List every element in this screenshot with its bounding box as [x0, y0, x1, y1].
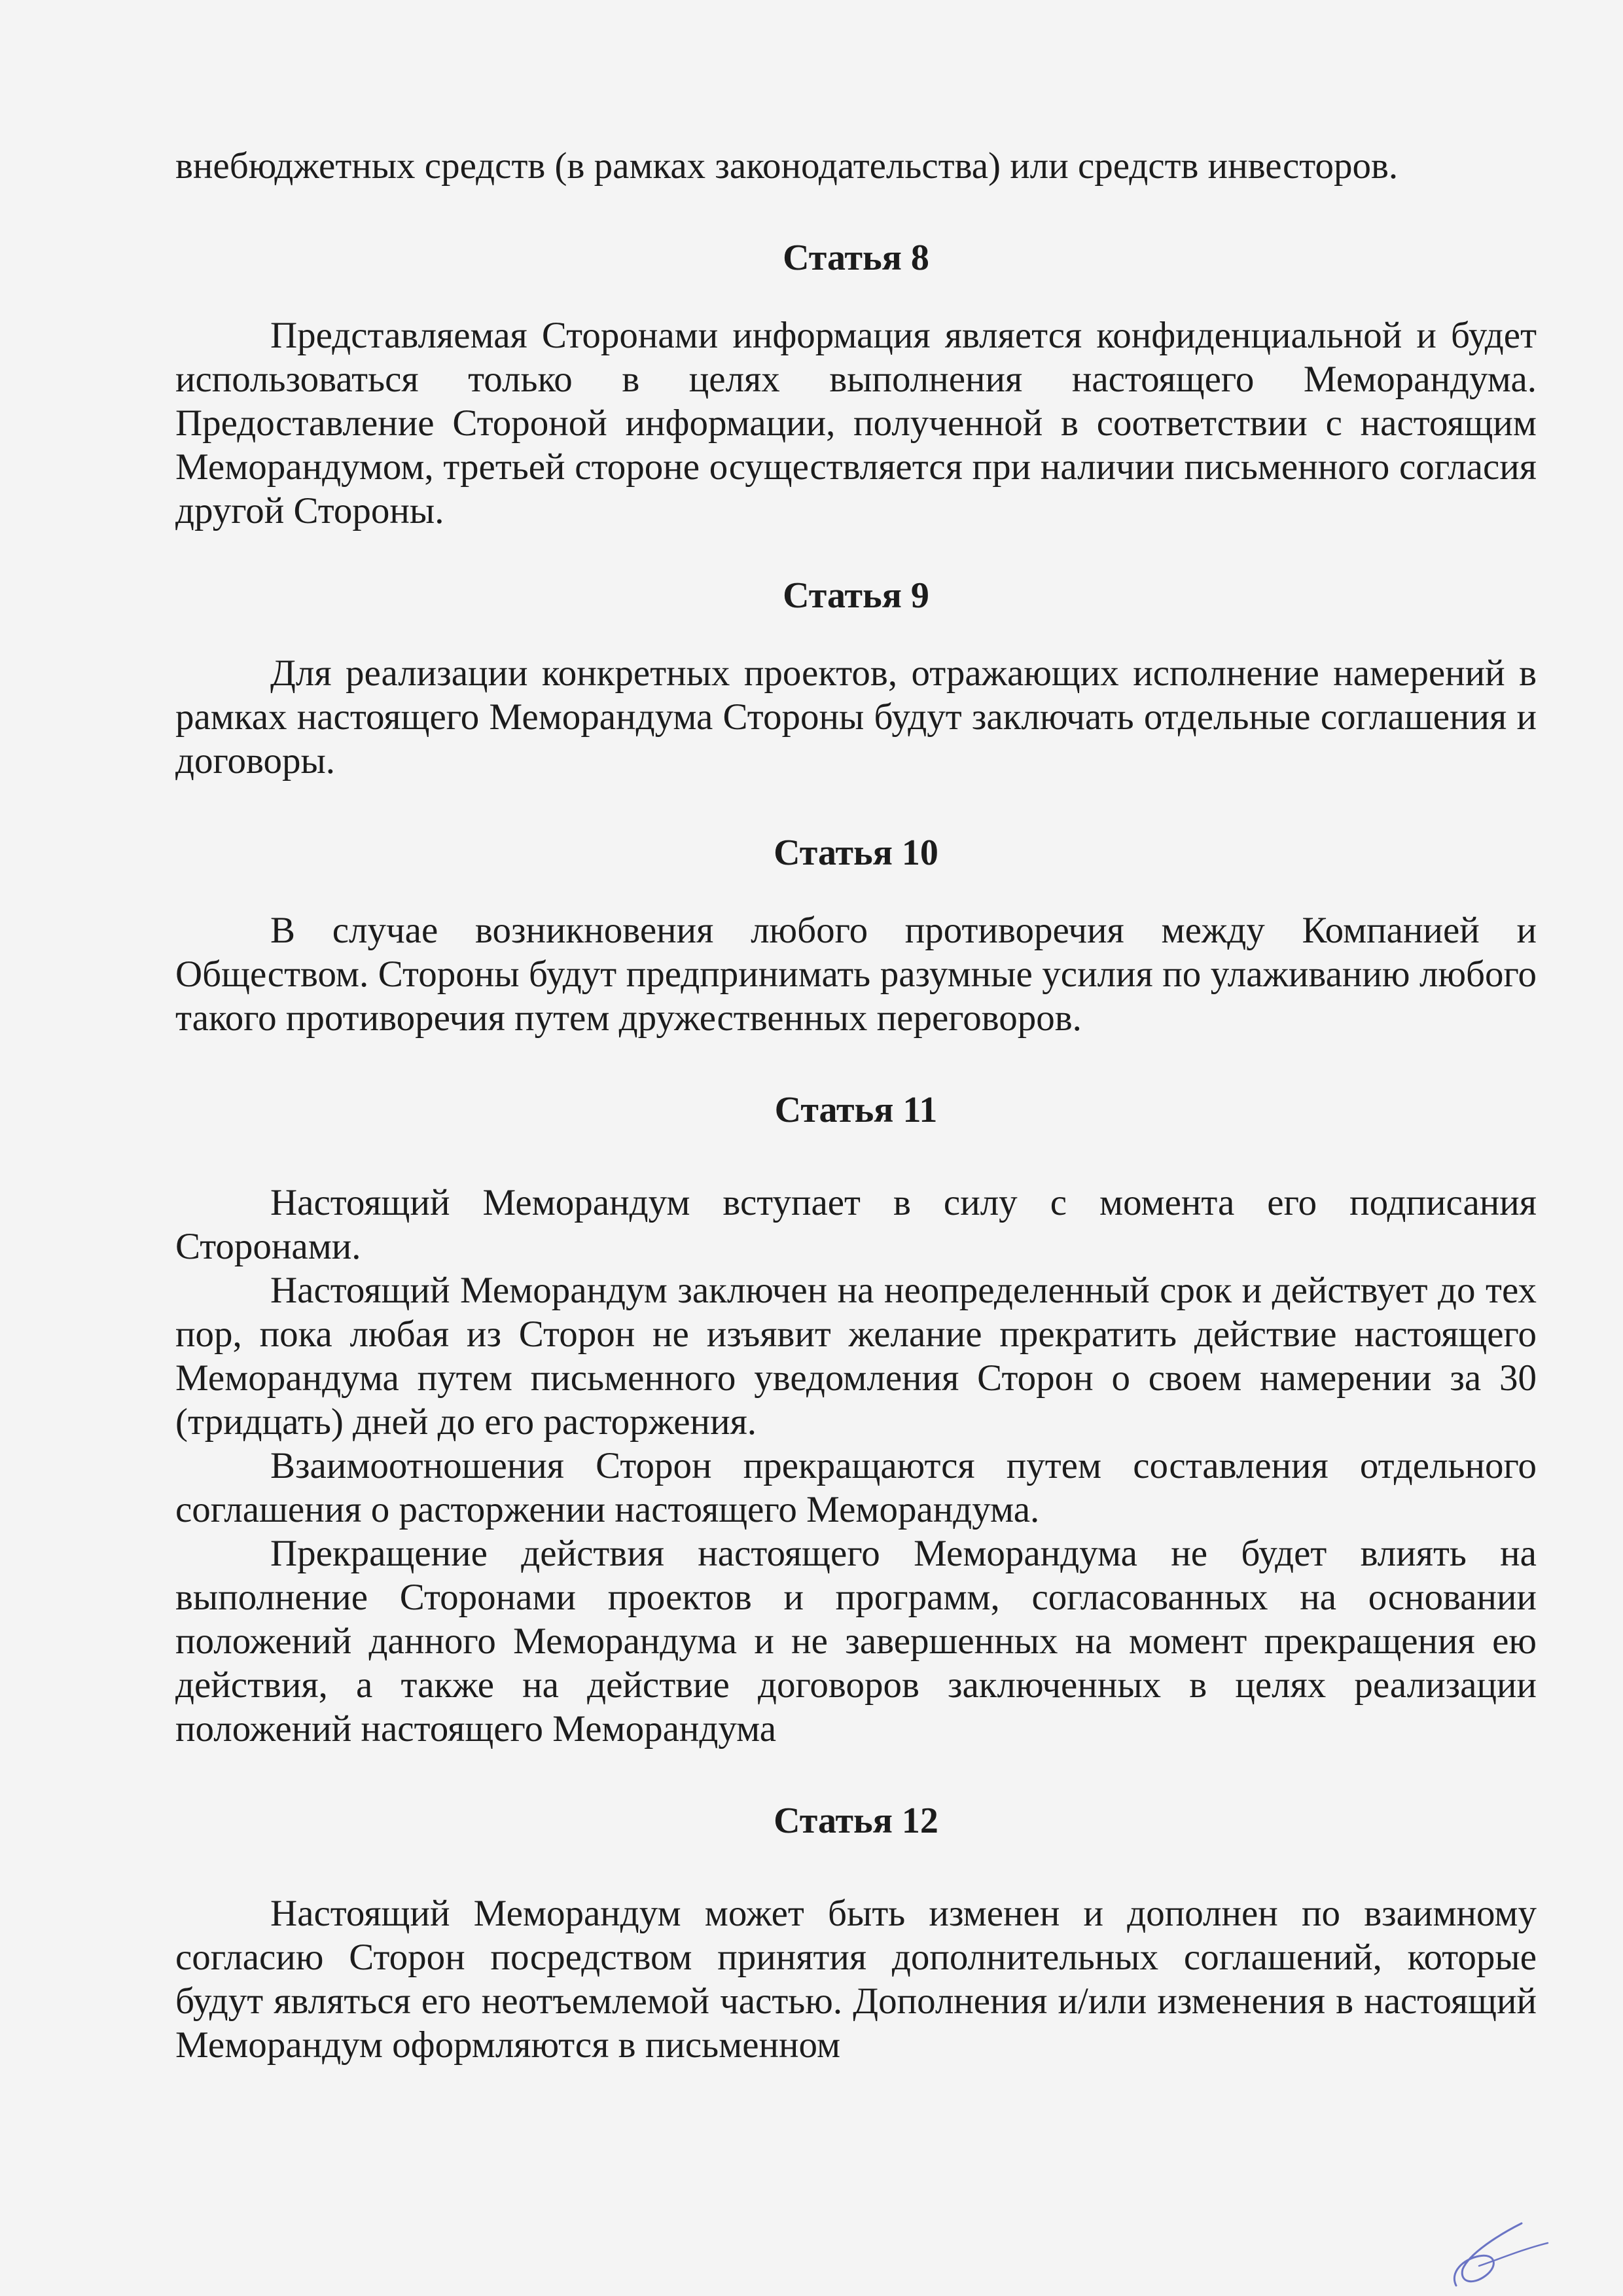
article-12-paragraph: Настоящий Меморандум может быть изменен и дополнен по взаимному согласию Сторон посредством принятия дополнительных соглашений, которые будут являться его неотъемлемой частью. Дополнения и/или изменения в настоящий Меморандум оформляются в письменном — [175, 1893, 1537, 2066]
continuation-paragraph: внебюджетных средств (в рамках законодательства) или средств инвесторов. — [175, 145, 1399, 187]
article-9-paragraph: Для реализации конкретных проектов, отражающих исполнение намерений в рамках настоящего Меморандума Стороны будут заключать отдельные соглашения и договоры. — [175, 653, 1537, 781]
article-11-paragraph-4: Прекращение действия настоящего Меморандума не будет влиять на выполнение Сторонами проектов и программ, согласованных на основании положений данного Меморандума и не завершенных на момент прекращения ею действия, а также на действие договоров заключенных в целях реализации положений настоящего Меморандума — [175, 1533, 1537, 1749]
article-10-paragraph: В случае возникновения любого противоречия между Компанией и Обществом. Стороны будут предпринимать разумные усилия по улаживанию любого такого противоречия путем дружественных переговоров. — [175, 910, 1537, 1039]
article-11-paragraph-2: Настоящий Меморандум заключен на неопределенный срок и действует до тех пор, пока любая из Сторон не изъявит желание прекратить действие настоящего Меморандума путем письменного уведомления Сторон о своем намерении за 30 (тридцать) дней до его расторжения. — [175, 1270, 1537, 1443]
article-10-heading: Статья 10 — [774, 833, 938, 873]
article-11-heading: Статья 11 — [774, 1090, 938, 1130]
article-12-heading: Статья 12 — [774, 1801, 938, 1841]
signature-initial — [1443, 2220, 1554, 2292]
article-11-paragraph-1: Настоящий Меморандум вступает в силу с момента его подписания Сторонами. — [175, 1182, 1537, 1267]
document-body — [175, 144, 1537, 2067]
article-8-paragraph: Представляемая Сторонами информация является конфиденциальной и будет использоваться только в целях выполнения настоящего Меморандума. Предоставление Стороной информации, полученной в соответствии с настоящим Меморандумом, третьей стороне осуществляется при наличии письменного согласия другой Стороны. — [175, 315, 1537, 531]
article-11-paragraph-3: Взаимоотношения Сторон прекращаются путем составления отдельного соглашения о расторжении настоящего Меморандума. — [175, 1445, 1537, 1530]
article-8-heading: Статья 8 — [783, 238, 929, 278]
article-9-heading: Статья 9 — [783, 575, 929, 616]
